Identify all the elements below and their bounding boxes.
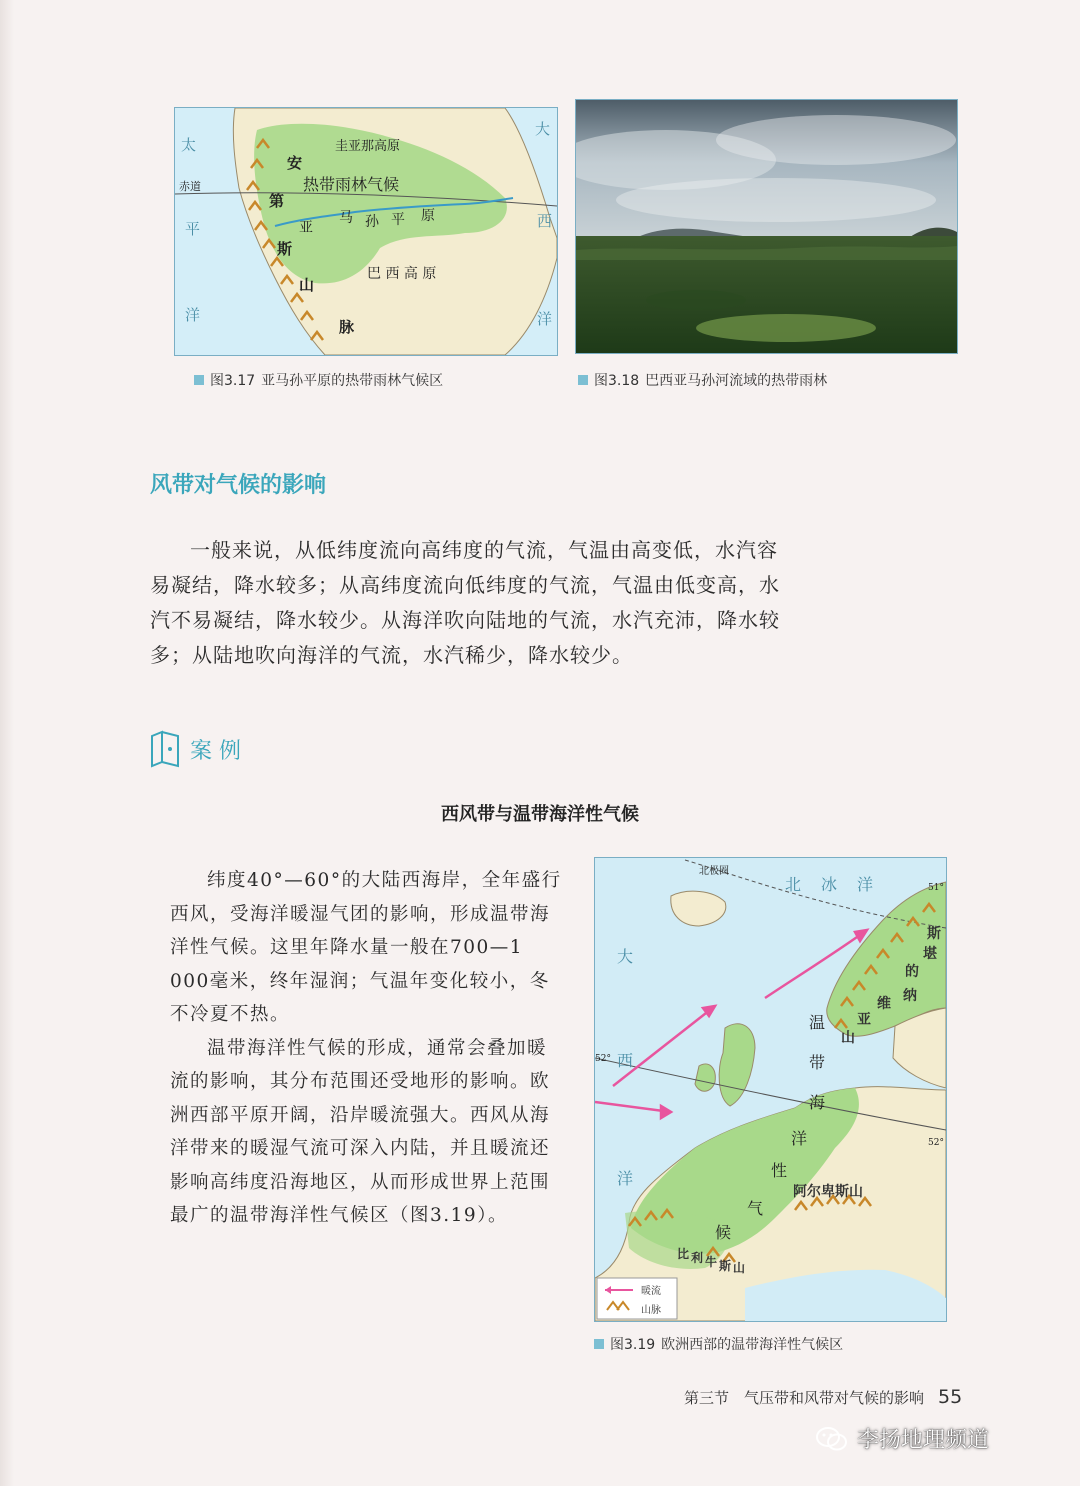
label-zone-4: 洋: [791, 1129, 808, 1148]
label-alps: 阿尔卑斯山: [793, 1184, 863, 1200]
label-equator: 赤道: [179, 180, 201, 193]
case-title: 西风带与温带海洋性气候: [441, 804, 639, 825]
section-paragraph: [150, 533, 780, 673]
label-scand-2: 堪: [923, 946, 937, 962]
wechat-icon: [815, 1425, 849, 1453]
case-label-text: 案 例: [190, 738, 241, 764]
label-north-2: 冰: [821, 875, 838, 894]
case-paragraph-2: 温带海洋性气候的形成，通常会叠加暖流的影响，其分布范围还受地形的影响。欧洲西部平原开阔，沿岸暖流强大。西风从海洋带来的暖湿气流可深入内陆，并且暖流还影响高纬度沿海地区，从而形成世界上范围最广的温带海洋性气候区（图3.19）。: [170, 1037, 551, 1226]
paragraph-text: 一般来说，从低纬度流向高纬度的气流，气温由高变低，水汽容易凝结，降水较多；从高纬度流向低纬度的气流，气温由低变高，水汽不易凝结，降水较少。从海洋吹向陆地的气流，水汽充沛，降水较多；从陆地吹向海洋的气流，水汽稀少，降水较少。: [150, 538, 780, 667]
label-amazon-sun: 孙: [365, 214, 379, 230]
label-atlantic-1: 大: [535, 120, 551, 138]
amazon-map-svg: [175, 108, 557, 355]
page-number: 55: [938, 1386, 963, 1408]
label-lat-left: 52°: [595, 1054, 611, 1064]
label-climate: 热带雨林气候: [303, 175, 400, 194]
label-amazon-ma: 马: [339, 210, 353, 226]
label-pyr-5: 山: [733, 1261, 746, 1275]
caption-number: 图3.19: [610, 1337, 656, 1353]
label-pacific-1: 太: [181, 136, 197, 154]
case-book-icon: [148, 730, 182, 768]
caption-fig-3-17: [194, 370, 443, 390]
label-zone-3: 海: [809, 1093, 826, 1112]
label-scand-7: 山: [841, 1030, 855, 1046]
label-pyr-4: 斯: [719, 1259, 732, 1273]
map-legend: [597, 1278, 677, 1319]
label-scand-6: 亚: [857, 1012, 871, 1028]
case-text: [170, 864, 564, 1233]
caption-fig-3-18: [578, 370, 827, 390]
page-footer: [684, 1386, 962, 1408]
amazon-climate-map: [174, 107, 558, 356]
caption-text: 巴西亚马孙河流域的热带雨林: [645, 373, 828, 389]
label-zone-7: 候: [715, 1223, 732, 1242]
label-scand-5: 维: [877, 996, 891, 1012]
label-zone-5: 性: [771, 1161, 788, 1180]
caption-marker: [578, 375, 588, 385]
label-pacific-3: 洋: [185, 306, 201, 324]
label-pyr-3: 牛: [705, 1255, 718, 1269]
caption-fig-3-19: [594, 1334, 843, 1354]
caption-number: 图3.17: [210, 373, 256, 389]
label-arctic-circle: 北极圈: [699, 866, 729, 877]
label-si: 斯: [277, 240, 293, 258]
label-di: 第: [269, 192, 285, 210]
watermark: [815, 1423, 989, 1454]
caption-text: 欧洲西部的温带海洋性气候区: [661, 1337, 844, 1353]
label-scand-4: 纳: [903, 988, 917, 1004]
page-edge: [0, 0, 14, 1486]
label-amazon-yuan: 原: [421, 208, 435, 224]
caption-number: 图3.18: [594, 373, 640, 389]
europe-map-svg: [595, 858, 946, 1321]
label-scand-1: 斯: [927, 926, 941, 942]
label-pyr-1: 比: [677, 1247, 690, 1261]
rainforest-photo: [575, 99, 958, 354]
section-heading: 风带对气候的影响: [150, 473, 327, 498]
footer-chapter: 第三节 气压带和风带对气候的影响: [684, 1389, 925, 1407]
europe-climate-map: [594, 857, 947, 1322]
case-paragraph-1: 纬度40°—60°的大陆西海岸，全年盛行西风，受海洋暖湿气团的影响，形成温带海洋性气候。这里年降水量一般在700—1 000毫米，终年湿润；气温年变化较小，冬不冷夏不热。: [170, 870, 562, 1025]
label-zone-2: 带: [809, 1053, 826, 1072]
label-zone-1: 温: [809, 1013, 826, 1032]
label-pacific-2: 平: [185, 220, 201, 238]
caption-marker: [194, 375, 204, 385]
label-mai: 脉: [339, 318, 355, 336]
watermark-text: 李扬地理频道: [857, 1428, 990, 1453]
label-zone-6: 气: [747, 1199, 764, 1218]
caption-text: 亚马孙平原的热带雨林气候区: [261, 373, 444, 389]
label-guiana: 圭亚那高原: [335, 139, 401, 154]
label-atlantic-2: 西: [537, 212, 553, 230]
label-amazon-ya: 亚: [299, 220, 313, 236]
label-lat-top: 51°: [928, 883, 944, 893]
caption-marker: [594, 1339, 604, 1349]
label-pyr-2: 利: [691, 1251, 704, 1265]
rainforest-photo-svg: [576, 100, 957, 353]
label-brazil: 巴 西 高 原: [367, 266, 437, 282]
legend-mountain: 山脉: [641, 1305, 661, 1316]
label-atl-1: 大: [617, 947, 634, 966]
label-north-1: 北: [785, 875, 802, 894]
case-label: [148, 730, 241, 768]
label-atl-3: 洋: [617, 1169, 634, 1188]
label-amazon-ping: 平: [391, 212, 405, 228]
label-north-3: 洋: [857, 875, 874, 894]
label-shan: 山: [299, 276, 315, 294]
label-atlantic-3: 洋: [537, 310, 553, 328]
label-an: 安: [287, 154, 303, 172]
label-scand-3: 的: [905, 964, 919, 980]
label-lat-right: 52°: [928, 1138, 944, 1148]
label-atl-2: 西: [617, 1051, 634, 1070]
legend-current: 暖流: [641, 1286, 661, 1297]
